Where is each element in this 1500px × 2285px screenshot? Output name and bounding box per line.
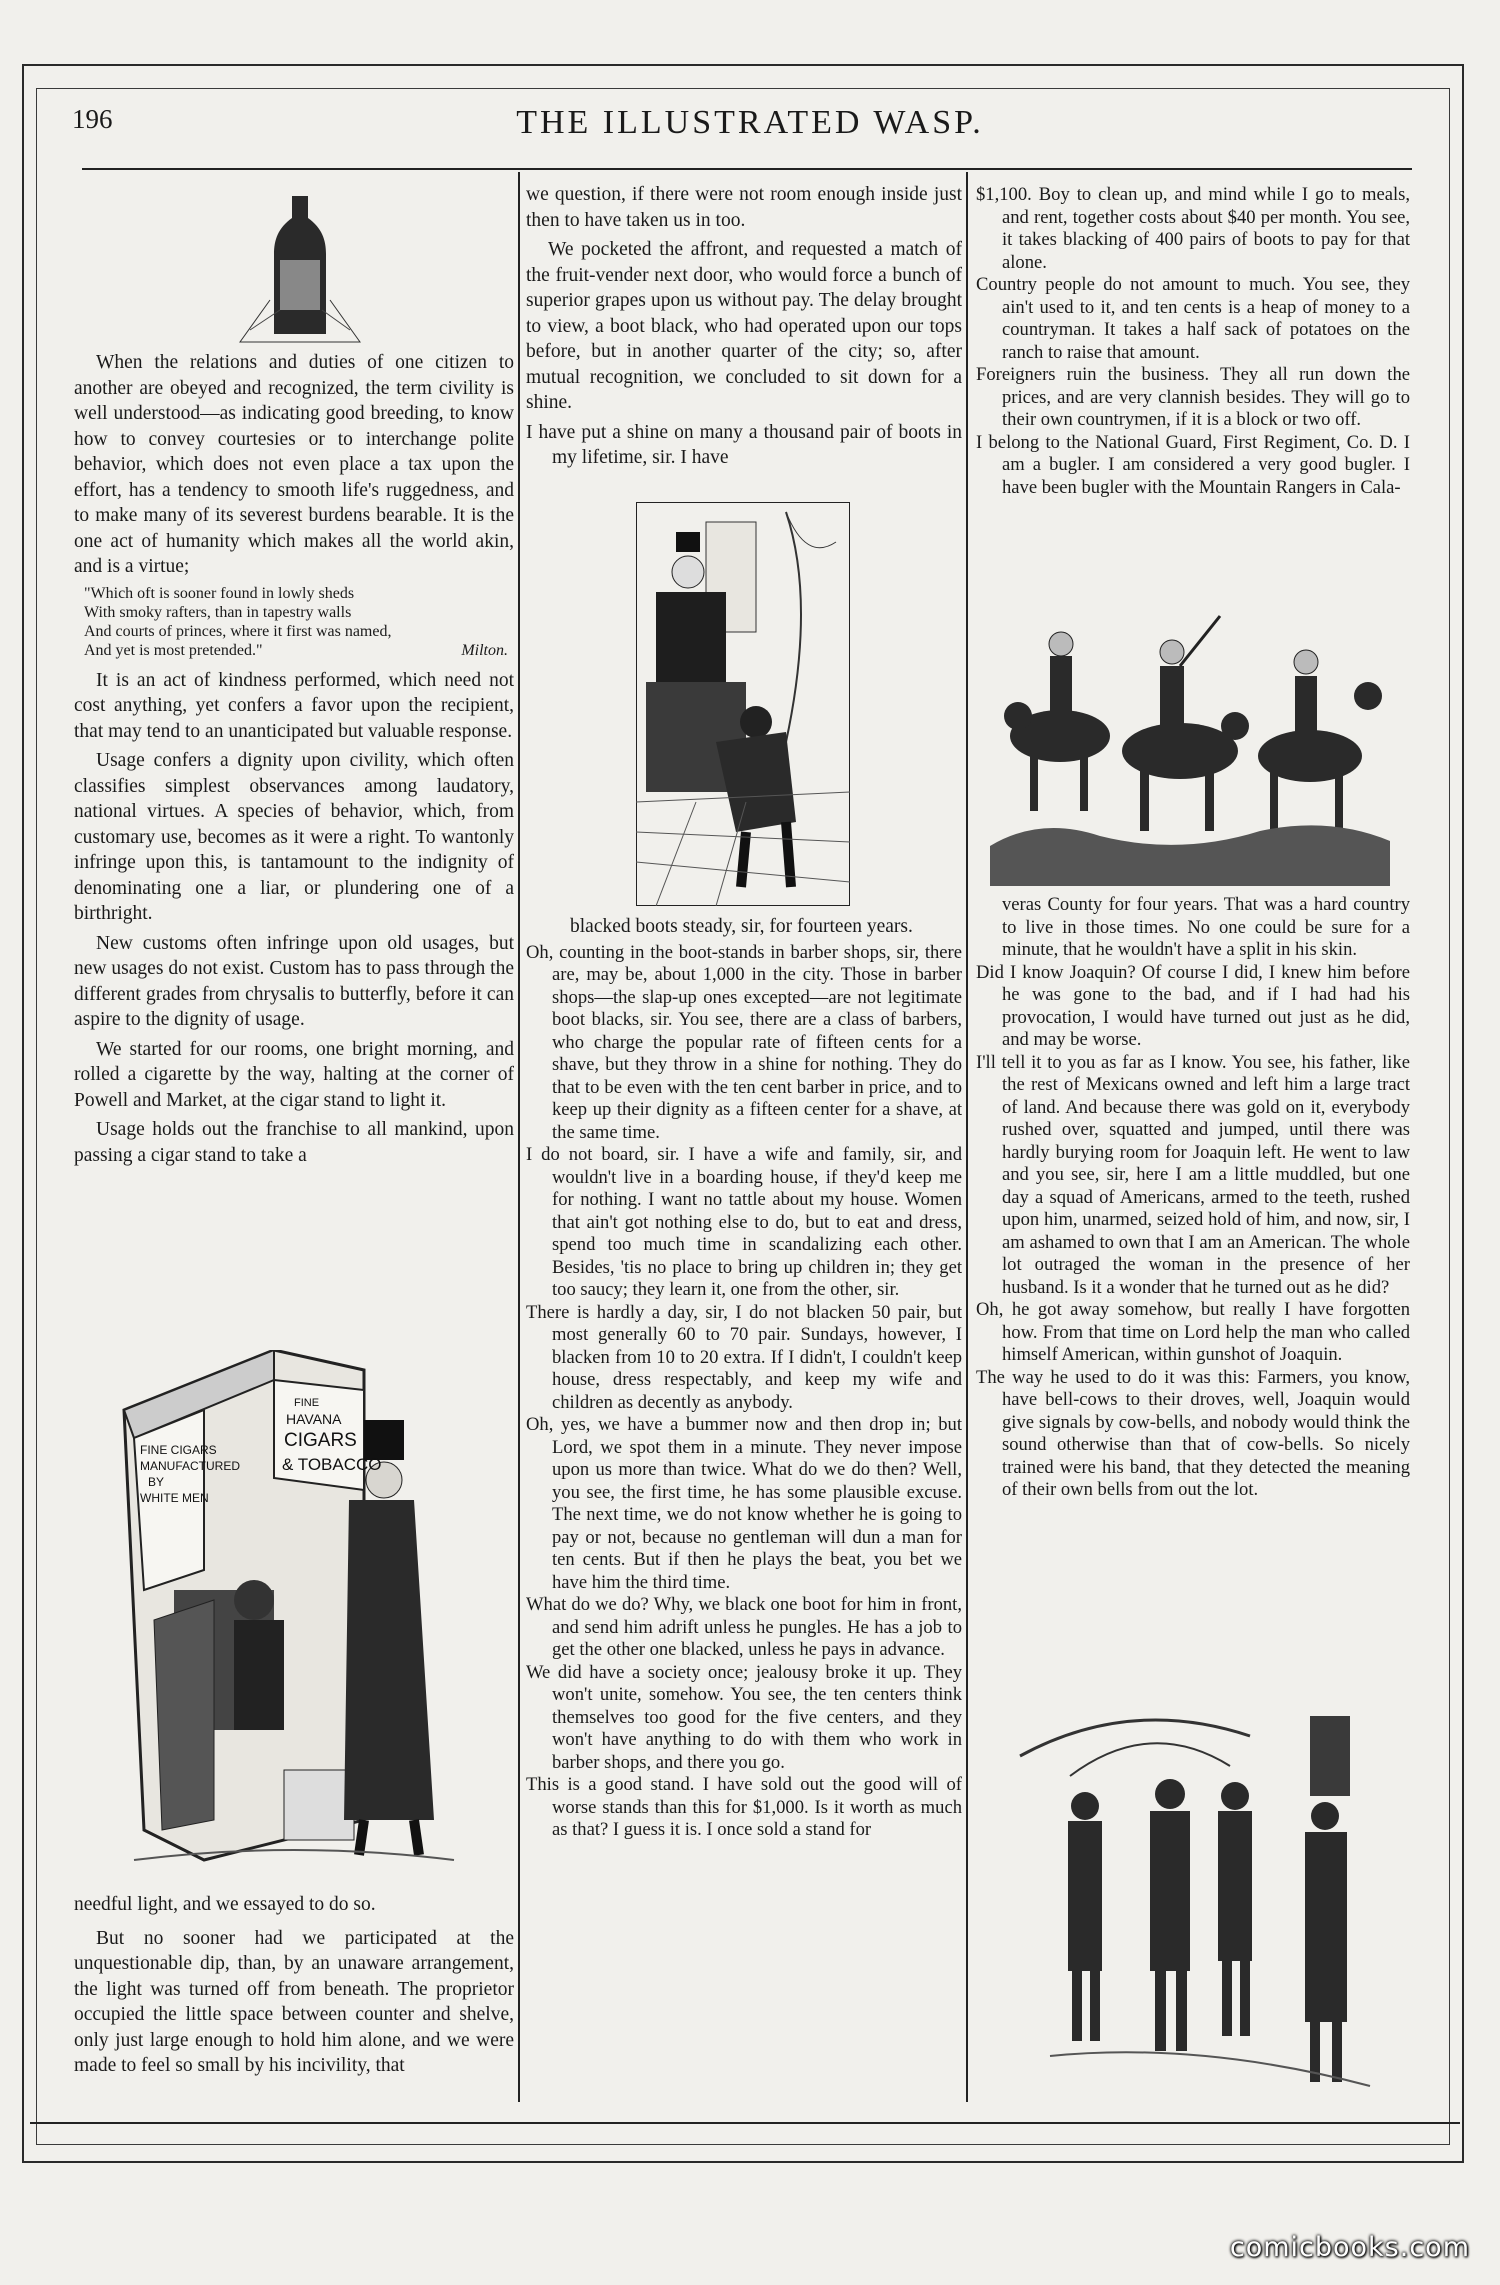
column-rule-right [966,172,968,2102]
paragraph: Foreigners ruin the business. They all run down the prices, and are very clannish besides. They will go to their own countrymen, if it is a block or two off. [976,364,1410,430]
verse-attribution: Milton. [461,641,508,659]
column-2-top [526,182,962,471]
paragraph: What do we do? Why, we black one boot for him in front, and send him adrift unless he pungles. He has a job to get the other one blacked, unless he pays in advance. [526,1594,962,1660]
paragraph: We did have a society once; jealousy broke it up. They won't unite, somehow. You see, the ten centers think themselves too good for the five centers, and they won't have anything to do with them who work in barber shops, and there you go. [526,1661,962,1773]
paragraph: But no sooner had we participated at the unquestionable dip, than, by an unaware arrangement, the light was turned off from beneath. The proprietor occupied the little space between counter and shelve, only just large enough to hold him alone, and we were made to feel so small by his incivility, that [74,1927,514,2076]
paragraph: I do not board, sir. I have a wife and family, sir, and wouldn't live in a boarding house, if they'd keep me for nothing. I want no tattle about my house. Women that ain't got nothing else to do, but to eat and dress, spend too much time in scandalizing each other. Besides, 'tis no place to bring up children in; they get too saucy; they learn it, one from the other, sir. [526,1144,962,1300]
paragraph: This is a good stand. I have sold out the good will of worse stands than this for $1,000. Is it worth as much as that? I guess it is. I once sold a stand for [526,1774,962,1840]
verse-line: With smoky rafters, than in tapestry walls [84,603,352,621]
paragraph: Did I know Joaquin? Of course I did, I knew him before he was gone to the bad, and if I had had his provocation, I would have turned out just as he did, and may be worse. [976,961,1410,1050]
masthead-title: THE ILLUSTRATED WASP. [516,104,984,141]
paragraph: we question, if there were not room enough inside just then to have taken us in too. [526,184,962,231]
page-number: 196 [72,104,113,134]
column-2-bottom [526,914,962,1842]
column-1-top [74,350,514,1172]
paragraph: blacked boots steady, sir, for fourteen years. [570,916,913,937]
column-3-top [976,184,1410,499]
column-3-middle [976,894,1410,1502]
paragraph: New customs often infringe upon old usages, but new usages do not exist. Custom has to pass through the different grades from chrysalis to butterfly, before it can aspire to the dignity of usage. [74,932,514,1030]
paragraph: We pocketed the affront, and requested a match of the fruit-vender next door, who would force a bunch of superior grapes upon us without pay. The delay brought to view, a boot black, who had operated upon our tops before, but in another quarter of the city; so, after mutual recognition, we concluded to sit down for a shine. [526,239,962,413]
footer-rule [30,2122,1460,2124]
column-rule-left [518,172,520,2102]
paragraph: When the relations and duties of one citizen to another are obeyed and recognized, the term civility is well understood—as indicating good breeding, to know how to convey courtesies or to interchange polite behavior, which does not even place a tax upon the effort, has a tendency to smooth life's ruggedness, and to make many of its severest burdens bearable. It is the one act of humanity which makes all the world akin, and is a virtue; [74,352,514,577]
bottle-illustration [230,190,370,350]
paragraph: I'll tell it to you as far as I know. You see, his father, like the rest of Mexicans owned and left him a large tract of land. And because there was gold on it, everybody rushed over, squatted and jumped, until there was hardly burying room for Joaquin left. He went to law and you see, sir, here I am a little muddled, but one day a squad of Americans, armed to the teeth, rushed upon him, unarmed, seized hold of him, and now, sir, I am ashamed to own that I am an American. The whole lot outraged the woman in the presence of her husband. Is it a wonder that he turned out as he did? [976,1051,1410,1298]
header-rule [82,168,1412,170]
paragraph: It is an act of kindness performed, which need not cost anything, yet confers a favor upon the recipient, that may tend to an unanticipated but valuable response. [74,669,514,742]
paragraph: We started for our rooms, one bright morning, and rolled a cigarette by the way, halting at the corner of Powell and Market, at the cigar stand to light it. [74,1038,514,1111]
verse-line: And yet is most pretended." [84,641,263,659]
paragraph: The way he used to do it was this: Farmers, you know, have bell-cows to their droves, well, Joaquin would give signals by cow-bells, and nobody would think the sound otherwise than that of cow-bells. So nicely trained were his band, that they detected the meaning of their own bells from out the lot. [976,1366,1410,1500]
paragraph: Oh, yes, we have a bummer now and then drop in; but Lord, we spot them in a minute. They never impose upon us more than twice. What do we do then? Well, you see, the first time, he has some plausible excuse. The next time, we do not know whether he is going to pay or not, because no gentleman will dun a man for ten cents. But if then he plays the beat, you bet we have him the third time. [526,1414,962,1593]
column-1-bottom [74,1892,514,2083]
paragraph: There is hardly a day, sir, I do not blacken 50 pair, but most generally 60 to 70 pair. Sundays, however, I blacken from 10 to 20 extra. If I didn't, I couldn't keep house, dress respectably, and keep my wife and children as decently as anybody. [526,1301,962,1413]
paragraph: Country people do not amount to much. You see, they ain't used to it, and ten cents is a heap of money to a countryman. It takes a half sack of potatoes on the ranch to raise that amount. [976,274,1410,363]
cigar-stand-illustration [114,1350,474,1870]
paragraph: I belong to the National Guard, First Regiment, Co. D. I am a bugler. I am considered a very good bugler. I have been bugler with the Mountain Rangers in Cala- [976,431,1410,498]
verse-quote [84,584,514,660]
verse-line: "Which oft is sooner found in lowly sheds [84,584,355,602]
paragraph: I have put a shine on many a thousand pair of boots in my lifetime, sir. I have [526,421,962,468]
havana-sign-text: FINE HAVANA CIGARS & TOBACCO [282,1397,382,1474]
paragraph: Usage confers a dignity upon civility, which often classifies simplest observances among laudatory, national virtues. A species of behavior, which, from customary use, becomes as it were a right. To wantonly infringe upon this, is tantamount to the indignity of denominating one a liar, or plundering one of a birthright. [74,750,514,924]
bandits-illustration [1010,1696,1390,2102]
paragraph: Oh, he got away somehow, but really I have forgotten how. From that time on Lord help the man who called himself American, within gunshot of Joaquin. [976,1299,1410,1365]
paragraph: Oh, counting in the boot-stands in barber shops, sir, there are, may be, about 1,000 in the city. Those in barber shops—the slap-up ones excepted—are not legitimate boot blacks, sir. You see, there are a class of barbers, who charge the popular rate of fifteen cents for a shave, but they throw in a shine for nothing. They do that to be even with the ten cent barber in price, and to keep up their dignity as a fifteen center for a shave, at the same time. [526,941,962,1143]
paragraph: Usage holds out the franchise to all mankind, upon passing a cigar stand to take a [74,1119,514,1166]
cigar-sign-text: FINE CIGARS MANUFACTURED BY WHITE MEN [140,1443,241,1505]
horsemen-illustration [980,586,1400,886]
paragraph: needful light, and we essayed to do so. [74,1894,376,1915]
paragraph: veras County for four years. That was a hard country to live in those times. No one could be sure for a minute, that he wouldn't have a split in his skin. [1002,894,1410,960]
watermark-text: comicbooks.com [1229,2232,1470,2263]
bootblack-illustration [636,502,850,906]
paragraph: $1,100. Boy to clean up, and mind while I go to meals, and rent, together costs about $40 per month. You see, it takes blacking of 400 pairs of boots to pay for that alone. [976,184,1410,273]
verse-line: And courts of princes, where it first was named, [84,622,392,640]
